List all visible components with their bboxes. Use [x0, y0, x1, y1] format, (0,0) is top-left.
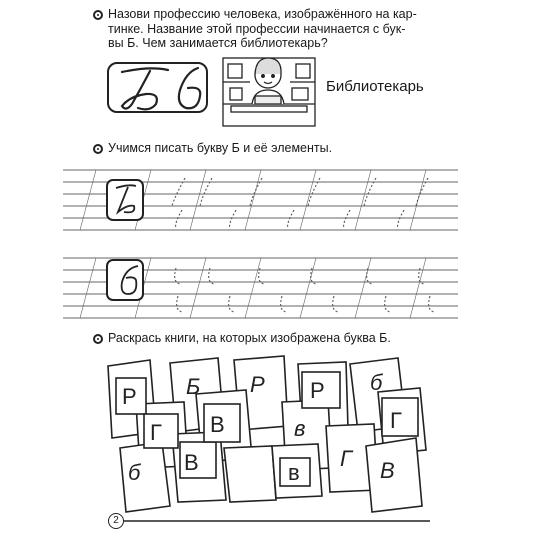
task3-text: Раскрась книги, на которых изображена буква Б.	[108, 331, 391, 345]
book-letter-14: В	[380, 458, 395, 483]
dotted-letter-traces	[172, 178, 434, 312]
book-letter-6: Г	[150, 420, 162, 445]
book-letter-4: Р	[310, 378, 325, 403]
book-letter-7: В	[210, 412, 225, 437]
book-letter-1: Р	[122, 384, 137, 409]
book-letter-8: в	[294, 416, 306, 441]
answer-word: Библиотекарь	[326, 78, 424, 95]
book-letter-2: Б	[186, 374, 201, 399]
task1-line2: тинке. Название этой профессии начинается с бук-	[108, 21, 406, 36]
book-letter-11: б	[128, 460, 141, 485]
task1-line3: вы Б. Чем занимается библиотекарь?	[108, 36, 328, 50]
book-letter-5: б	[370, 370, 383, 395]
cursive-b-letters-icon	[122, 68, 200, 109]
page-number: 2	[108, 513, 124, 529]
book-letter-10: В	[184, 450, 199, 475]
book-letter-13: Г	[340, 446, 352, 471]
task2-text: Учимся писать букву Б и её элементы.	[108, 141, 333, 155]
task1-line1: Назови профессию человека, изображённого на кар-	[108, 7, 417, 21]
book-letter-9: Г	[390, 408, 402, 433]
book-letter-3: Р	[250, 372, 265, 397]
book-letter-12: в	[288, 460, 300, 485]
librarian-illustration	[223, 58, 315, 126]
